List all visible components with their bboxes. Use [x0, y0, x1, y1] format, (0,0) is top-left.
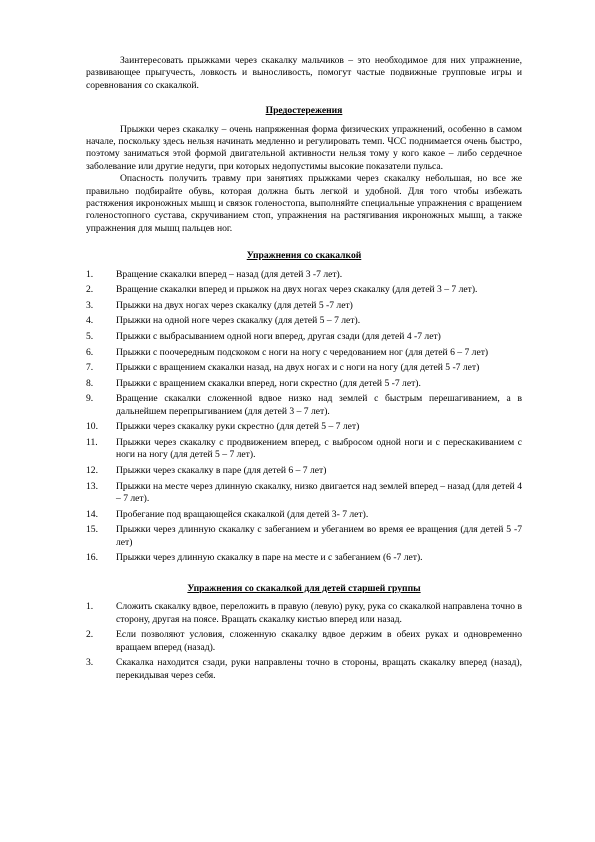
item-text: Прыжки с поочередным подскоком с ноги на ногу с чередованием ног (для детей 6 – 7 лет)	[116, 346, 489, 358]
list-item	[86, 331, 522, 343]
item-number: 5.	[86, 331, 94, 343]
list-item	[86, 601, 522, 626]
item-number: 7.	[86, 362, 94, 374]
item-text: Сложить скакалку вдвое, переложить в правую (левую) руку, рука со скакалкой направлена точно в сторону, другая на поясе. Вращать скакалку кистью вперед или назад.	[116, 601, 522, 625]
older-group-heading: Упражнения со скакалкой для детей старшей группы	[187, 582, 421, 594]
item-number: 15.	[86, 524, 98, 536]
warning-paragraph-2: Опасность получить травму при занятиях прыжками через скакалку небольшая, но все же правильно подбирайте обувь, которая должна быть легкой и удобной. Для того чтобы избежать растяжения икроножных мышц и связок голеностопа, выполняйте специальные упражнения с вращением голеностопного сустава, скручиванием стоп, упражнения на растягивания икроножных мышц, а также упражнения для мышц пальцев ног.	[86, 173, 522, 234]
item-text: Прыжки через скакалку в паре (для детей 6 – 7 лет)	[116, 465, 327, 477]
item-number: 2.	[86, 629, 94, 641]
item-text: Скакалка находится сзади, руки направлены точно в стороны, вращать скакалку вперед (назад), перекидывая через себя.	[116, 657, 522, 681]
exercises-list	[86, 269, 522, 565]
list-item	[86, 437, 522, 462]
list-item	[86, 269, 522, 281]
list-item	[86, 629, 522, 654]
list-item	[86, 393, 522, 418]
item-text: Вращение скакалки вперед и прыжок на двух ногах через скакалку (для детей 3 – 7 лет).	[116, 284, 478, 296]
list-item	[86, 421, 522, 433]
list-item	[86, 300, 522, 312]
item-number: 4.	[86, 315, 94, 327]
item-text: Прыжки с вращением скакалки вперед, ноги скрестно (для детей 5 -7 лет).	[116, 377, 421, 389]
item-number: 12.	[86, 465, 98, 477]
list-item	[86, 362, 522, 374]
item-text: Вращение скакалки вперед – назад (для детей 3 -7 лет).	[116, 268, 343, 280]
item-text: Прыжки на месте через длинную скакалку, низко двигается над землей вперед – назад (для детей 4 – 7 лет).	[116, 480, 522, 505]
list-item	[86, 465, 522, 477]
item-text: Прыжки через длинную скакалку с забеганием и убеганием во время ее вращения (для детей 5 -7 лет)	[116, 524, 522, 548]
item-number: 14.	[86, 508, 98, 520]
item-number: 3.	[86, 657, 94, 669]
item-text: Прыжки через длинную скакалку в паре на месте и с забеганием (6 -7 лет).	[116, 552, 423, 564]
item-number: 1.	[86, 601, 94, 613]
item-text: Если позволяют условия, сложенную скакалку вдвое держим в обеих руках и одновременно вращаем вперед (назад).	[116, 629, 522, 653]
warning-heading: Предостережения	[265, 105, 343, 117]
list-item	[86, 315, 522, 327]
list-item	[86, 378, 522, 390]
list-item	[86, 552, 522, 564]
item-number: 11.	[86, 437, 98, 449]
item-text: Прыжки на одной ноге через скакалку (для детей 5 – 7 лет).	[116, 315, 361, 327]
item-text: Пробегание под вращающейся скакалкой (для детей 3- 7 лет).	[116, 508, 369, 520]
item-text: Прыжки на двух ногах через скакалку (для детей 5 -7 лет)	[116, 299, 353, 311]
warning-paragraph-1: Прыжки через скакалку – очень напряженная форма физических упражнений, особенно в самом начале, поскольку здесь нельзя начинать медленно и регулировать темп. ЧСС поднимается очень быстро, поэтому заниматься этой формой двигательной активности нельзя тому у кого какое – либо сердечное заболевание или другие недуги, при которых недопустимы высокие показатели пульса.	[86, 123, 522, 172]
item-text: Прыжки через скакалку руки скрестно (для детей 5 – 7 лет)	[116, 421, 360, 433]
intro-paragraph: Заинтересовать прыжками через скакалку мальчиков – это необходимое для них упражнение, развивающее прыгучесть, ловкость и выносливость, помогут частые подвижные групповые игры и соревнования со скакалкой.	[86, 55, 522, 91]
exercises-heading: Упражнения со скакалкой	[246, 250, 362, 262]
item-text: Прыжки с выбрасыванием одной ноги вперед, другая сзади (для детей 4 -7 лет)	[116, 331, 441, 343]
item-number: 8.	[86, 377, 94, 389]
document-content	[86, 55, 522, 685]
list-item	[86, 657, 522, 682]
list-item	[86, 347, 522, 359]
item-text: Вращение скакалки сложенной вдвое низко над землей с быстрым перешагиванием, а в дальнейшем перепрыгиванием (для детей 3 – 7 лет).	[116, 393, 522, 417]
item-number: 6.	[86, 346, 94, 358]
list-item	[86, 524, 522, 549]
item-number: 2.	[86, 284, 94, 296]
list-item	[86, 481, 522, 506]
item-number: 1.	[86, 268, 94, 280]
item-number: 16.	[86, 552, 98, 564]
item-text: Прыжки через скакалку с продвижением вперед, с выбросом одной ноги и с перескакиванием с ноги на ногу (для детей 5 – 7 лет).	[116, 437, 522, 461]
item-text: Прыжки с вращением скакалки назад, на двух ногах и с ноги на ногу (для детей 5 -7 лет)	[116, 362, 480, 374]
older-group-list	[86, 601, 522, 682]
item-number: 10.	[86, 421, 98, 433]
list-item	[86, 284, 522, 296]
item-number: 13.	[86, 480, 98, 492]
list-item	[86, 509, 522, 521]
item-number: 3.	[86, 299, 94, 311]
item-number: 9.	[86, 393, 94, 405]
